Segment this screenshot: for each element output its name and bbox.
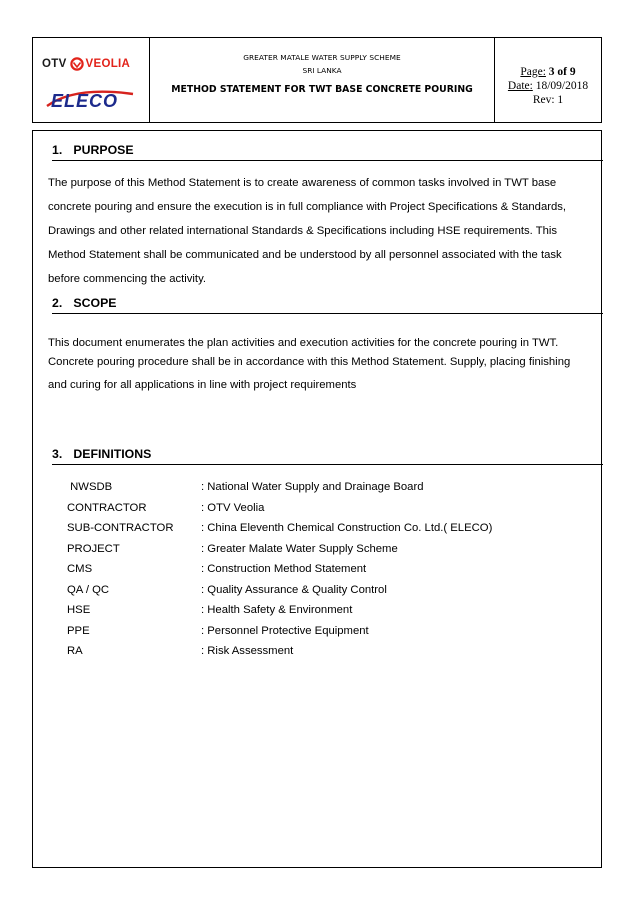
document-body [32,130,602,868]
section-heading-scope: 2. SCOPE [52,296,603,314]
otv-logo-text: OTV [42,58,67,70]
definitions-list [67,481,492,666]
definition-row: NWSDB : National Water Supply and Drainage Board [67,481,424,493]
section-heading-definitions: 3. DEFINITIONS [52,447,603,465]
page-number: Page: 3 of 9 [520,66,576,78]
country-name: SRI LANKA [302,66,342,75]
header-meta-cell [495,38,601,122]
definition-row: HSE : Health Safety & Environment [67,604,353,616]
document-date: Date: 18/09/2018 [507,80,589,92]
definition-row: CMS : Construction Method Statement [67,563,367,575]
scheme-name: GREATER MATALE WATER SUPPLY SCHEME [243,53,401,62]
header-title-cell [150,38,495,122]
svg-text:ELECO: ELECO [51,91,119,110]
purpose-paragraph: The purpose of this Method Statement is to create awareness of common tasks involved in TWT base concrete pouring and ensure the execution is in full compliance with Project Specifications & Standards, Drawings and other related international Standards & Specifications including HSE requirements. This Method Statement shall be communicated and be understood by all personnel associated with the task before commencing the activity. [48,177,567,285]
scope-paragraph: This document enumerates the plan activities and execution activities for the concrete pouring in TWT. Concrete pouring procedure shall be in accordance with this Method Statement. Supply, placing finishing and curing for all applications in line with project requirements [48,337,571,391]
eleco-logo [45,88,137,110]
section-heading-purpose: 1. PURPOSE [52,143,603,161]
definition-row: PPE : Personnel Protective Equipment [67,624,369,637]
veolia-logo-text: VEOLIA [85,58,131,70]
definition-row: QA / QC : Quality Assurance & Quality Control [67,583,387,596]
document-header [32,37,602,123]
otv-veolia-logo [42,57,130,71]
veolia-swirl-icon [70,57,84,71]
logo-cell [33,38,150,122]
document-title: METHOD STATEMENT FOR TWT BASE CONCRETE POURING [171,84,473,95]
definition-row: SUB-CONTRACTOR : China Eleventh Chemical Construction Co. Ltd.( ELECO) [67,522,493,534]
definition-row: PROJECT : Greater Malate Water Supply Scheme [67,542,398,555]
revision: Rev: 1 [532,94,564,106]
definition-row: CONTRACTOR : OTV Veolia [67,501,265,514]
definition-row: RA : Risk Assessment [67,645,294,657]
